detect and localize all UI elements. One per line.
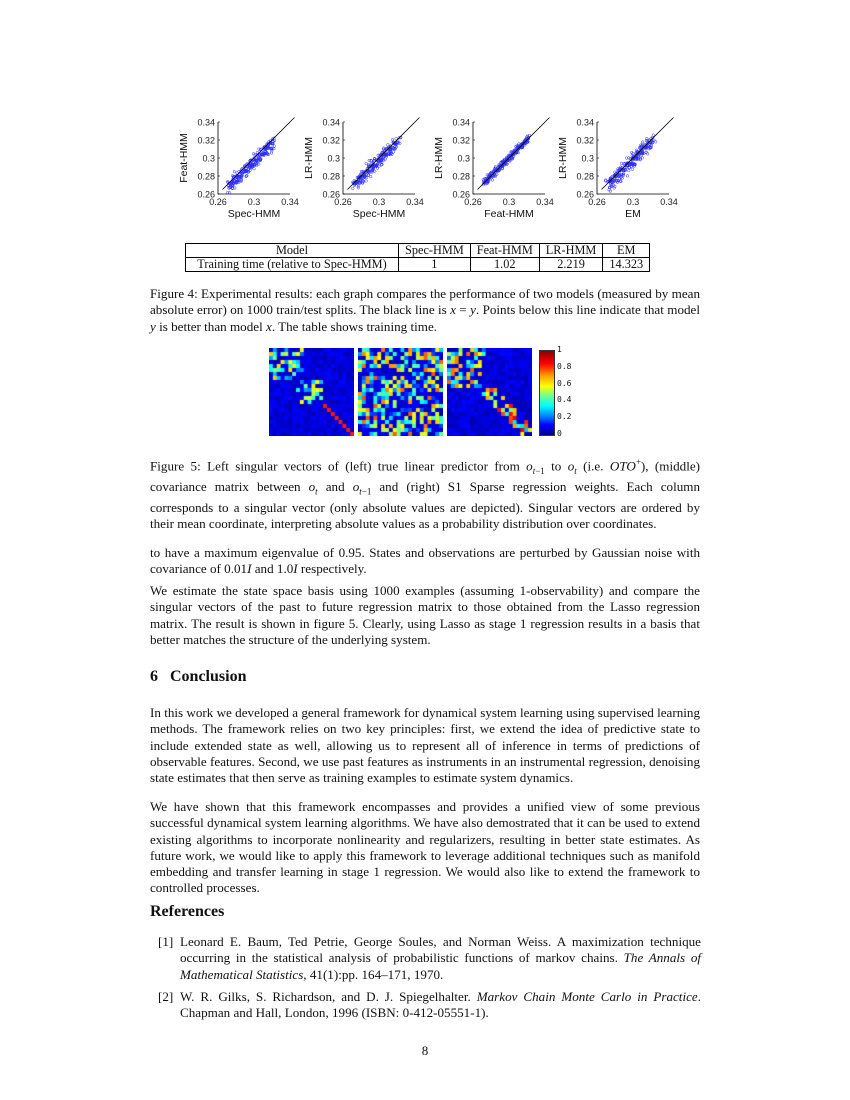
y-tick-label: 0.26: [452, 189, 470, 200]
table-header-cell: Feat-HMM: [470, 244, 539, 258]
references-heading: References: [150, 903, 225, 920]
body-paragraph: We estimate the state space basis using 1000 examples (assuming 1-observability) and compare the singular vectors of the past to future regression matrix to those obtained from the Lasso regression matrix. The result is shown in figure 5. Clearly, using Lasso as stage 1 regression results in a basis that better matches the structure of the underlying system.: [150, 583, 700, 647]
reference-text: Leonard E. Baum, Ted Petrie, George Soules, and Norman Weiss. A maximization technique occurring in the statistical analysis of probabilistic functions of markov chains. The Annals of Mathematical Statistics, 41(1):pp. 164–171, 1970.: [180, 934, 702, 982]
reference-number: [1]: [158, 934, 174, 949]
y-tick-label: 0.32: [197, 135, 215, 146]
scatter-point: [351, 187, 354, 190]
colorbar: [539, 350, 555, 436]
x-axis-label: EM: [625, 208, 641, 220]
table-header-cell: Model: [186, 244, 399, 258]
scatter-plot: [303, 114, 424, 224]
colorbar-tick-label: 1: [557, 345, 562, 354]
scatter-point: [627, 169, 630, 172]
y-axis-label: LR-HMM: [557, 137, 569, 179]
x-tick-label: 0.34: [281, 197, 299, 207]
y-tick-label: 0.28: [576, 171, 594, 182]
y-tick-label: 0.3: [581, 153, 594, 164]
table-row: [186, 258, 650, 272]
x-tick-label: 0.3: [372, 197, 386, 207]
y-tick-label: 0.28: [452, 171, 470, 182]
scatter-point: [387, 144, 390, 147]
y-tick-label: 0.32: [322, 135, 340, 146]
table-cell: 1.02: [470, 258, 539, 272]
scatter-point: [626, 175, 629, 178]
scatter-point: [631, 168, 634, 171]
reference-line: [223, 118, 295, 190]
body-paragraph: In this work we developed a general framework for dynamical system learning using supervised learning methods. The framework relies on two key principles: first, we extend the idea of predictive state to include extended state as well, allowing us to represent all of inference in terms of predictions of observable features. Second, we use past features as instruments in an instrumental regression, denoising state estimates that then serve as training examples to estimate system dynamics.: [150, 705, 700, 786]
y-tick-label: 0.34: [197, 117, 215, 128]
y-tick-label: 0.28: [322, 171, 340, 182]
reference-item: [150, 934, 700, 984]
page-number: 8: [421, 1043, 429, 1058]
colorbar-tick-label: 0.6: [557, 378, 572, 388]
section-title: 6 Conclusion: [150, 668, 247, 685]
reference-text: W. R. Gilks, S. Richardson, and D. J. Spiegelhalter. Markov Chain Monte Carlo in Practice. Chapman and Hall, London, 1996 (ISBN: 0-412-05551-1).: [180, 989, 701, 1021]
scatter-point: [392, 151, 395, 154]
scatter-plot: [557, 114, 678, 224]
y-tick-label: 0.34: [322, 117, 340, 128]
x-tick-label: 0.3: [247, 197, 261, 207]
reference-line: [478, 118, 550, 190]
scatter-plot: [178, 114, 299, 224]
y-tick-label: 0.26: [322, 189, 340, 200]
scatter-point: [645, 137, 648, 140]
x-tick-label: 0.26: [464, 197, 482, 207]
x-axis-label: Spec-HMM: [227, 208, 281, 220]
y-axis-label: LR-HMM: [303, 137, 315, 179]
y-tick-label: 0.26: [197, 189, 215, 200]
y-tick-label: 0.3: [327, 153, 340, 164]
table-cell: 2.219: [539, 258, 603, 272]
heatmap-true-predictor: [269, 348, 354, 436]
x-axis-label: Spec-HMM: [352, 208, 406, 220]
y-tick-label: 0.32: [576, 135, 594, 146]
x-tick-label: 0.26: [209, 197, 227, 207]
y-axis-label: LR-HMM: [433, 137, 445, 179]
body-paragraph: to have a maximum eigenvalue of 0.95. States and observations are perturbed by Gaussian noise with covariance of 0.01I and 1.0I respectively.: [150, 545, 700, 577]
y-axis-label: Feat-HMM: [178, 133, 190, 183]
table-header-cell: Spec-HMM: [399, 244, 471, 258]
reference-line: [602, 118, 674, 190]
x-tick-label: 0.3: [626, 197, 640, 207]
colorbar-tick-label: 0.4: [557, 395, 572, 405]
reference-line: [348, 118, 420, 190]
x-tick-label: 0.34: [406, 197, 424, 207]
heatmap-covariance: [358, 348, 443, 436]
y-tick-label: 0.3: [202, 153, 215, 164]
scatter-point: [391, 138, 394, 141]
y-tick-label: 0.26: [576, 189, 594, 200]
table-cell: 1: [399, 258, 471, 272]
x-tick-label: 0.34: [536, 197, 554, 207]
y-tick-label: 0.3: [457, 153, 470, 164]
table-header-row: [186, 244, 650, 258]
x-axis-label: Feat-HMM: [484, 208, 534, 220]
x-tick-label: 0.26: [334, 197, 352, 207]
y-tick-label: 0.28: [197, 171, 215, 182]
scatter-point: [620, 162, 623, 165]
training-time-table: [185, 243, 650, 272]
scatter-point: [365, 180, 368, 183]
heatmap-sparse-regression: [447, 348, 532, 436]
colorbar-tick-label: 0: [557, 429, 562, 438]
body-paragraph: We have shown that this framework encompasses and provides a unified view of some previous successful dynamical system learning algorithms. We have also demostrated that it can be used to extend existing algorithms to incorporate nonlinearity and regularizers, resulting in better state estimates. As future work, we would like to apply this framework to leverage additional techniques such as manifold embedding and transfer learning in stage 1 regression. We would also like to extend the framework to controlled processes.: [150, 799, 700, 896]
scatter-plot: [433, 114, 554, 224]
x-tick-label: 0.34: [660, 197, 678, 207]
figure-5-caption: Figure 5: Left singular vectors of (left) true linear predictor from $o_{t-1}$ to $o_t$ (i.e. OTO+), (middle) covariance matrix between $o_t$ and $o_{t-1}$ and (right) S1 Sparse regression weights. Each column corresponds to a singular vector (only absolute values are depicted). Singular vectors are ordered by their mean coordinate, interpreting absolute values as a probability distribution over coordinates.: [150, 457, 701, 532]
y-tick-label: 0.32: [452, 135, 470, 146]
reference-item: [150, 989, 700, 1023]
section-heading: [150, 668, 246, 686]
x-tick-label: 0.26: [588, 197, 606, 207]
table-header-cell: EM: [603, 244, 650, 258]
scatter-point: [253, 168, 256, 171]
table-cell: 14.323: [603, 258, 650, 272]
y-tick-label: 0.34: [576, 117, 594, 128]
colorbar-tick-label: 0.2: [557, 412, 572, 422]
table-header-cell: LR-HMM: [539, 244, 603, 258]
scatter-point: [365, 162, 368, 165]
reference-number: [2]: [158, 989, 174, 1004]
figure-4-caption: Figure 4: Experimental results: each graph compares the performance of two models (measured by mean absolute error) on 1000 train/test splits. The black line is x = y. Points below this line indicate that model y is better than model x. The table shows training time.: [150, 286, 700, 334]
colorbar-tick-label: 0.8: [557, 361, 572, 371]
scatter-point: [233, 170, 236, 173]
table-cell: Training time (relative to Spec-HMM): [186, 258, 399, 272]
x-tick-label: 0.3: [502, 197, 516, 207]
y-tick-label: 0.34: [452, 117, 470, 128]
